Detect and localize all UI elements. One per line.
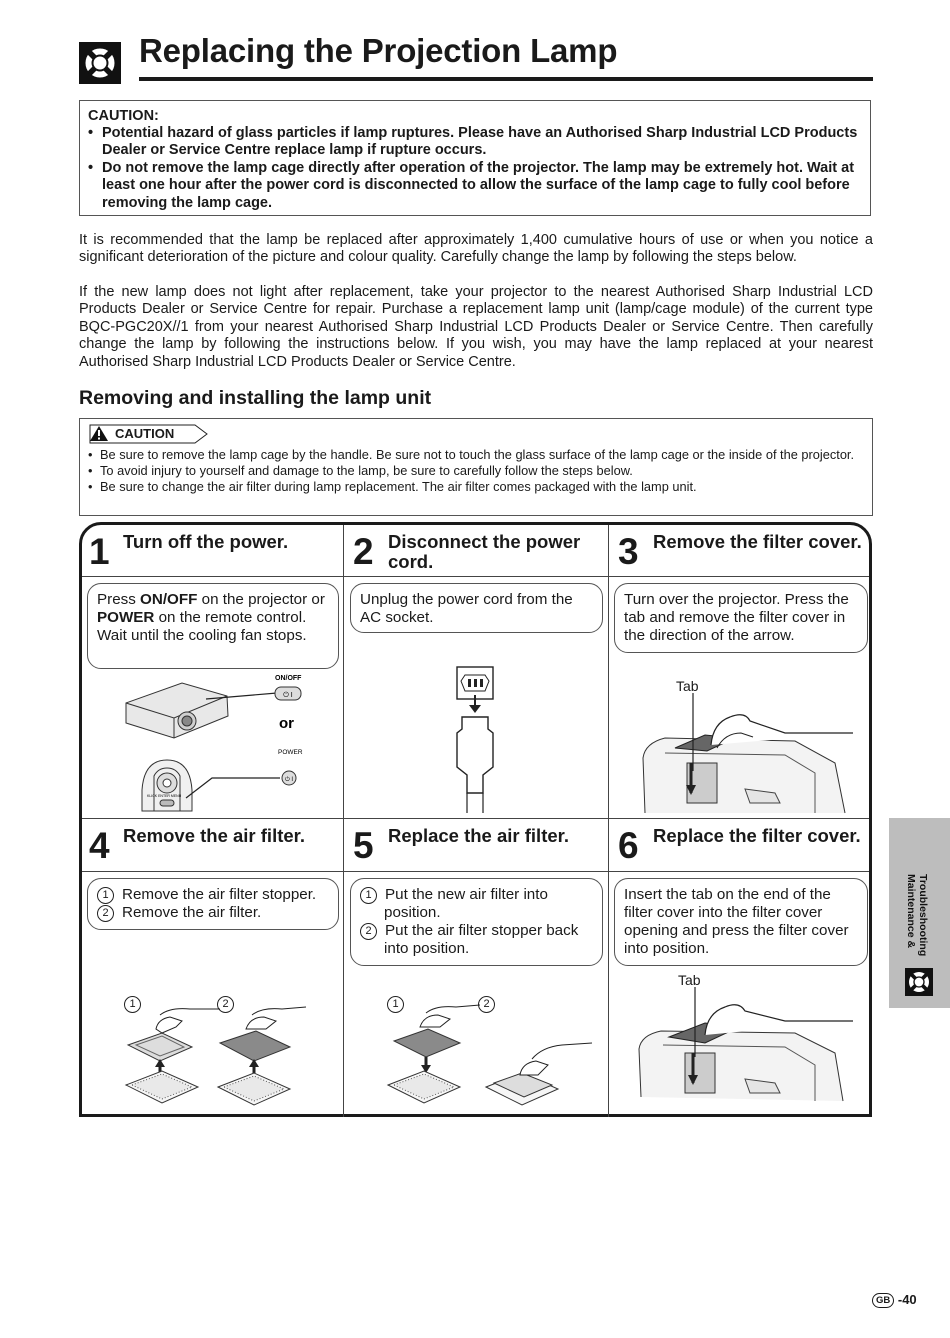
power-label: POWER (278, 749, 303, 756)
region-badge: GB (872, 1293, 894, 1308)
filter-cover-replace-illustration (635, 987, 868, 1105)
row-divider (82, 576, 869, 577)
step-title: Turn off the power. (123, 531, 289, 552)
step-instruction: Press ON/OFF on the projector or POWER on the remote control. Wait until the cooling fan stops. (87, 583, 339, 669)
lamp-caution-box (79, 418, 873, 516)
title-rule (139, 77, 873, 81)
figure-marker: 2 (217, 996, 234, 1013)
step-number: 2 (353, 531, 374, 572)
caution-label-text: CAUTION (115, 426, 175, 441)
caution-item: • Be sure to change the air filter during lamp replacement. The air filter comes packaged with the lamp unit. (88, 479, 866, 495)
onoff-label: ON/OFF (275, 675, 302, 682)
instruction-item: 1 Put the new air filter into position. (360, 886, 593, 922)
svg-text:⏻ I: ⏻ I (283, 692, 293, 699)
power-plug-illustration (440, 665, 520, 815)
step-instruction: Insert the tab on the end of the filter cover into the filter cover opening and press the filter cover into position. (614, 878, 868, 966)
caution-item: • To avoid injury to yourself and damage to the lamp, be sure to carefully follow the steps below. (88, 463, 866, 479)
caution-box (79, 100, 871, 216)
figure-marker: 1 (124, 996, 141, 1013)
lifebuoy-icon (905, 968, 933, 996)
air-filter-removal-illustration (120, 995, 345, 1107)
step-instruction (350, 878, 603, 966)
caution-item: • Do not remove the lamp cage directly after operation of the projector. The lamp may be extremely hot. Wait at least one hour after the power cord is disconnected to allow the surface of the lamp cage to fully cool before removing the lamp cage. (88, 160, 864, 212)
tab-label: Tab (678, 972, 701, 988)
steps-grid (79, 522, 872, 1117)
figure-marker: 1 (387, 996, 404, 1013)
or-label: or (279, 715, 294, 732)
caution-label (89, 424, 209, 444)
step-title: Remove the filter cover. (653, 531, 862, 552)
row-divider (82, 818, 869, 819)
step-instruction (87, 878, 339, 930)
chapter-tab[interactable] (889, 818, 950, 1008)
instruction-item: 2 Put the air filter stopper back into position. (360, 922, 593, 958)
step-instruction: Unplug the power cord from the AC socket. (350, 583, 603, 633)
svg-text:Troubleshooting: Troubleshooting (917, 874, 929, 957)
step-title: Replace the filter cover. (653, 825, 861, 846)
step-number: 6 (618, 825, 639, 866)
row-divider (82, 871, 869, 872)
section-heading: Removing and installing the lamp unit (79, 387, 432, 409)
figure-marker: 2 (478, 996, 495, 1013)
chapter-tab-label (889, 870, 950, 970)
projector-remote-illustration (112, 668, 342, 813)
page-number (872, 1292, 917, 1308)
instruction-item: 2 Remove the air filter. (97, 904, 329, 922)
intro-paragraph: It is recommended that the lamp be replaced after approximately 1,400 cumulative hours of use or when you notice a significant deterioration of the picture and colour quality. Carefully change the lamp by following the steps below. (79, 232, 873, 266)
step-number: 1 (89, 531, 110, 572)
step-instruction: Turn over the projector. Press the tab and remove the filter cover in the direction of the arrow. (614, 583, 868, 653)
page-title: Replacing the Projection Lamp (139, 32, 618, 69)
column-divider (608, 525, 609, 1117)
instruction-item: 1 Remove the air filter stopper. (97, 886, 329, 904)
intro-paragraph: If the new lamp does not light after replacement, take your projector to the nearest Authorised Sharp Industrial LCD Products Dealer or Service Centre for repair. Purchase a replacement lamp unit (lamp/cage module) of the current type BQC-PGC20X//1 from your nearest Authorised Sharp Industrial LCD Products Dealer or Service Centre. Then carefully change the lamp by following the instructions below. If you wish, you may have the lamp replaced at your nearest Authorised Sharp Industrial LCD Products Dealer or Service Centre. (79, 284, 873, 370)
step-title: Disconnect the power cord. (388, 531, 581, 572)
step-title: Replace the air filter. (388, 825, 569, 846)
air-filter-install-illustration (382, 995, 607, 1107)
step-number: 4 (89, 825, 110, 866)
caution-item: • Be sure to remove the lamp cage by the handle. Be sure not to touch the glass surface of the lamp cage or the inside of the projector. (88, 447, 866, 463)
step-number: 5 (353, 825, 374, 866)
lifebuoy-icon (79, 42, 121, 84)
caution-heading: CAUTION: (88, 108, 159, 124)
svg-text:Maintenance &: Maintenance & (905, 874, 917, 949)
remote-labels: KLICK ENTER MENU (147, 794, 182, 798)
svg-text:⏻ I: ⏻ I (284, 777, 294, 783)
filter-cover-removal-illustration (635, 693, 868, 815)
step-title: Remove the air filter. (123, 825, 305, 846)
tab-label: Tab (676, 678, 699, 694)
caution-item: • Potential hazard of glass particles if lamp ruptures. Please have an Authorised Sharp Industrial LCD Products Dealer or Service Centre replace lamp if rupture occurs. (88, 125, 864, 160)
page-number-text: -40 (897, 1292, 917, 1307)
step-number: 3 (618, 531, 639, 572)
